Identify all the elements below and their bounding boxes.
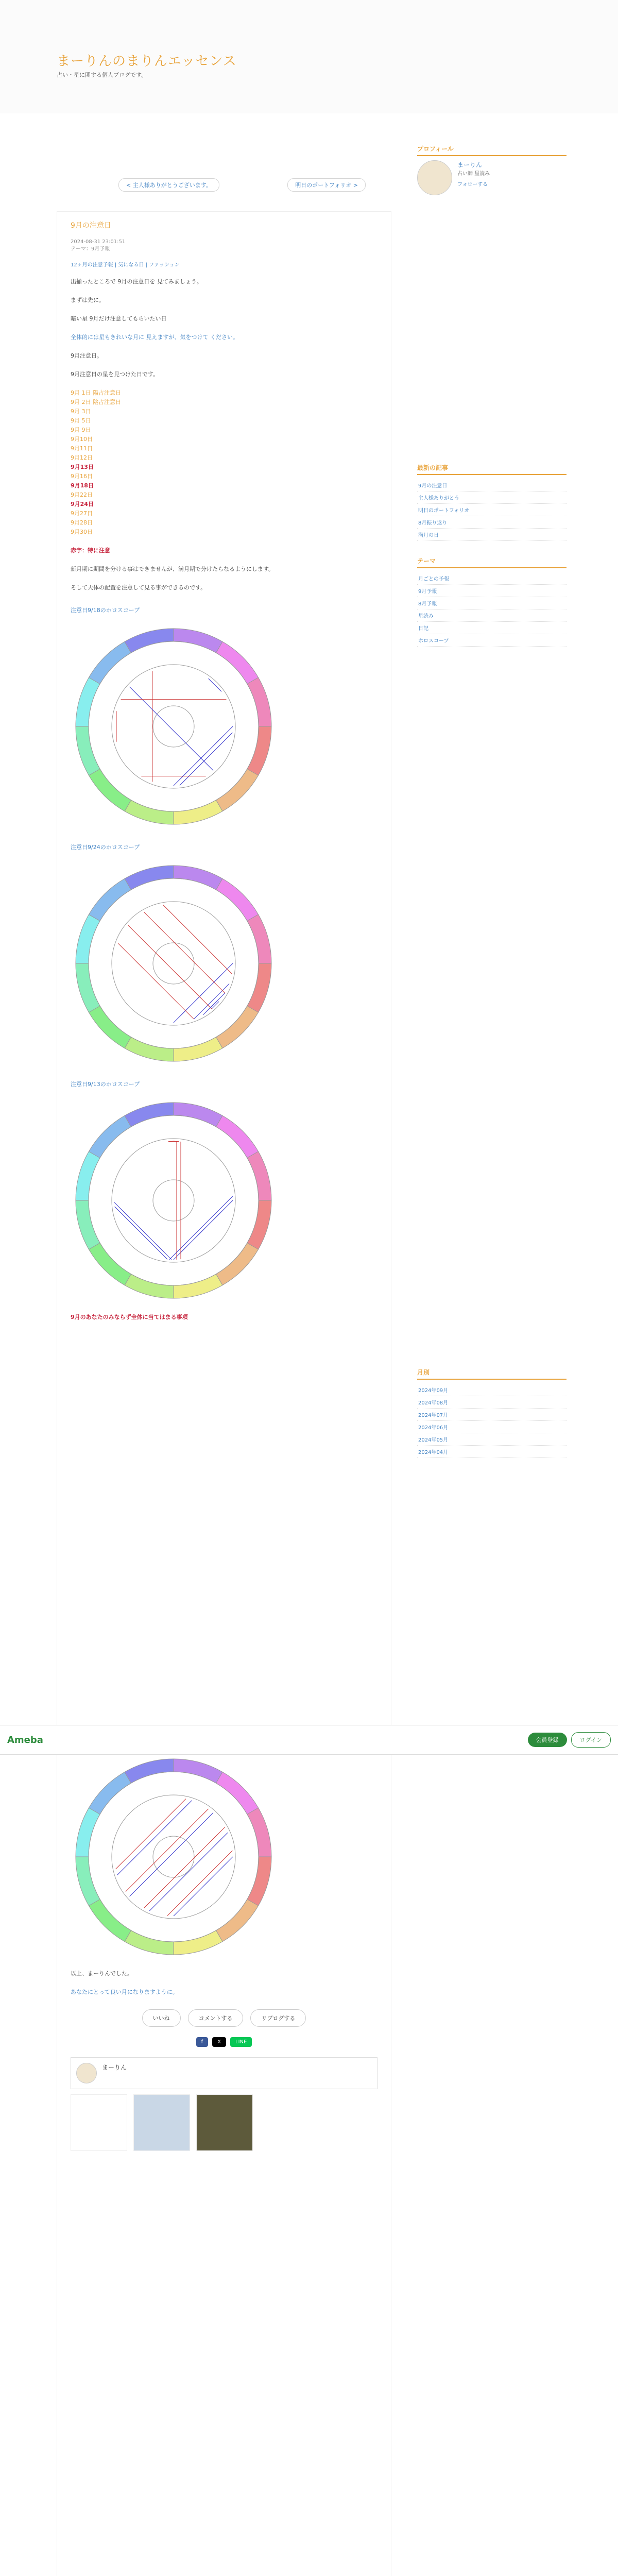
follow-avatar — [76, 2063, 97, 2083]
zodiac-segment — [247, 1151, 271, 1200]
aspect-line — [180, 733, 232, 785]
chart-ring — [89, 1772, 259, 1942]
day-item: 9月18日 — [71, 482, 94, 489]
zodiac-segment — [216, 1115, 259, 1158]
note: 赤字：特に注意 — [71, 547, 110, 554]
aspect-line — [169, 1196, 233, 1260]
related-thumb-3[interactable] — [196, 2094, 253, 2151]
horoscope-chart-2 — [71, 860, 277, 1066]
article-nav — [118, 178, 366, 192]
zodiac-segment — [174, 1930, 222, 1955]
related-thumb-1[interactable] — [71, 2094, 127, 2151]
profile-heading: プロフィール — [417, 144, 566, 156]
zodiac-segment — [89, 1900, 131, 1942]
chart-ring — [112, 902, 235, 1025]
zodiac-segment — [216, 641, 259, 684]
x-share-button[interactable]: X — [212, 2037, 226, 2047]
recent-item[interactable]: 9月の注意日 — [417, 479, 566, 492]
day-item: 9月27日 — [71, 510, 93, 517]
theme-item[interactable]: 日記 — [417, 622, 566, 634]
day-item: 9月13日 — [71, 464, 94, 470]
chart-ring — [153, 943, 194, 984]
archive-box — [417, 1368, 566, 1458]
blog-desc: 占い・星に関する個人ブログです。 — [57, 72, 147, 78]
article-theme[interactable]: テーマ：9月予報 — [71, 246, 110, 252]
chart-ring — [153, 706, 194, 747]
para-1: まずは先に。 — [71, 297, 105, 303]
chart-ring — [153, 1180, 194, 1221]
facebook-share-button[interactable]: f — [196, 2037, 209, 2047]
recent-item[interactable]: 主人様ありがとう — [417, 492, 566, 504]
day-item: 9月 5日 — [71, 417, 91, 424]
zodiac-segment — [247, 677, 271, 726]
zodiac-segment — [89, 878, 131, 921]
aspect-line — [126, 1809, 209, 1892]
zodiac-segment — [125, 866, 174, 890]
zodiac-segment — [76, 1200, 100, 1249]
zodiac-segment — [76, 1808, 100, 1857]
para-0: 出揃ったところで 9月の注意日を 見てみましょう。 — [71, 278, 202, 285]
aspect-line — [174, 726, 233, 786]
recent-item[interactable]: 満月の日 — [417, 529, 566, 541]
zodiac-segment — [76, 914, 100, 963]
aspect-line — [194, 984, 229, 1019]
archive-item[interactable]: 2024年09月 — [417, 1384, 566, 1396]
chart-ring — [89, 878, 259, 1048]
horoscope-chart-3 — [71, 1097, 277, 1303]
day-item: 9月22日 — [71, 492, 93, 498]
line-share-button[interactable]: LINE — [230, 2037, 252, 2047]
chart-ring — [89, 1115, 259, 1285]
horoscope-chart-1 — [71, 623, 277, 829]
profile — [417, 160, 566, 195]
aspect-line — [114, 1202, 171, 1260]
chart-ring — [153, 1836, 194, 1877]
related-thumb-2[interactable] — [133, 2094, 190, 2151]
zodiac-segment — [76, 677, 100, 726]
archive-item[interactable]: 2024年08月 — [417, 1396, 566, 1409]
zodiac-segment — [247, 1200, 271, 1249]
zodiac-segment — [89, 1243, 131, 1285]
aspect-line — [116, 1799, 186, 1869]
sidebar — [417, 113, 566, 1473]
register-button[interactable]: 会員登録 — [528, 1733, 567, 1747]
aspect-line — [149, 1833, 228, 1911]
zodiac-segment — [125, 1103, 174, 1127]
article-title[interactable]: 9月の注意日 — [71, 222, 111, 230]
para-2: 暗い星 9月だけ注意してもらいたい日 — [71, 315, 167, 322]
zodiac-segment — [76, 1151, 100, 1200]
day-item: 9月30日 — [71, 529, 93, 535]
day-item: 9月16日 — [71, 473, 93, 480]
closing-0: 以上、まーりんでした。 — [71, 1970, 133, 1977]
blog-header — [0, 0, 618, 113]
zodiac-segment — [174, 800, 222, 824]
zodiac-segment — [216, 1900, 259, 1942]
article-date: 2024-08-31 23:01:51 — [71, 239, 126, 245]
share-row — [71, 2037, 377, 2047]
ameba-bar — [0, 1725, 618, 1755]
para3: そして天体の配置を注意して見る事ができるのです。 — [71, 584, 207, 591]
ameba-logo[interactable]: Ameba — [7, 1734, 43, 1745]
day-item: 9月 1日 陽占注意日 — [71, 389, 121, 396]
horoscope-chart-4 — [71, 1754, 277, 1960]
zodiac-segment — [174, 629, 222, 653]
chart3-caption: 注意日9/13のホロスコープ — [71, 1081, 140, 1088]
theme-item[interactable]: 星読み — [417, 609, 566, 622]
aspect-line — [174, 963, 233, 1023]
zodiac-segment — [174, 866, 222, 890]
day-item: 9月24日 — [71, 501, 94, 507]
day-item: 9月11日 — [71, 445, 93, 452]
archive-list — [417, 1384, 566, 1458]
theme-item[interactable]: 8月予報 — [417, 597, 566, 609]
recent-list — [417, 479, 566, 541]
zodiac-segment — [216, 1006, 259, 1048]
day-item: 9月 2日 陰占注意日 — [71, 399, 121, 405]
zodiac-segment — [247, 726, 271, 775]
comment-button[interactable]: コメントする — [188, 2009, 244, 2027]
zodiac-segment — [216, 1772, 259, 1814]
day-item: 9月10日 — [71, 436, 93, 443]
archive-item[interactable]: 2024年05月 — [417, 1433, 566, 1446]
recent-item[interactable]: 8月振り返り — [417, 516, 566, 529]
zodiac-segment — [125, 1274, 174, 1298]
recent-item[interactable]: 明日のポートフォリオ — [417, 504, 566, 516]
article — [57, 211, 391, 2576]
chart-ring — [112, 1795, 235, 1919]
chart-ring — [89, 641, 259, 811]
action-buttons — [71, 2009, 377, 2027]
archive-item[interactable]: 2024年04月 — [417, 1446, 566, 1458]
prev-article-link[interactable]: < 主人様ありがとうございます。 — [118, 178, 219, 192]
chart-ring — [112, 1139, 235, 1262]
zodiac-segment — [125, 629, 174, 653]
follow-name: まーりん — [102, 2064, 127, 2071]
zodiac-segment — [76, 726, 100, 775]
aspect-line — [118, 943, 194, 1019]
section-end: 9月のあなたのみならず全体に当てはまる事項 — [71, 1314, 188, 1320]
zodiac-segment — [125, 1930, 174, 1955]
zodiac-segment — [125, 1037, 174, 1061]
day-item: 9月28日 — [71, 519, 93, 526]
zodiac-segment — [216, 878, 259, 921]
chart2-caption: 注意日9/24のホロスコープ — [71, 844, 140, 851]
next-article-link[interactable]: 明日のポートフォリオ > — [287, 178, 366, 192]
zodiac-segment — [247, 1857, 271, 1906]
zodiac-segment — [89, 641, 131, 684]
para2: 新月期に期間を分ける事はできませんが、満月期で分けたらなるようにします。 — [71, 566, 274, 572]
zodiac-segment — [216, 1243, 259, 1285]
day-item: 9月12日 — [71, 454, 93, 461]
login-button[interactable]: ログイン — [571, 1732, 611, 1748]
aspect-line — [130, 1813, 213, 1896]
archive-heading: 月別 — [417, 1368, 566, 1380]
day-item: 9月 9日 — [71, 427, 91, 433]
day-list — [71, 388, 377, 537]
article-themes[interactable]: 12ヶ月の注意予報 | 気になる日 | ファッション — [71, 262, 180, 268]
theme-item[interactable]: ホロスコープ — [417, 634, 566, 647]
zodiac-segment — [174, 1103, 222, 1127]
zodiac-segment — [247, 963, 271, 1012]
zodiac-segment — [247, 914, 271, 963]
zodiac-segment — [89, 1772, 131, 1814]
avatar[interactable] — [417, 160, 452, 195]
blog-title[interactable]: まーりんのまりんエッセンス — [57, 54, 237, 69]
recent-heading: 最新の記事 — [417, 463, 566, 475]
zodiac-segment — [76, 963, 100, 1012]
theme-heading: テーマ — [417, 556, 566, 568]
zodiac-segment — [174, 1274, 222, 1298]
zodiac-segment — [216, 769, 259, 811]
zodiac-segment — [76, 1857, 100, 1906]
para-5: 9月注意日の星を見つけた日です。 — [71, 371, 159, 378]
theme-item[interactable]: 月ごとの予報 — [417, 572, 566, 585]
closing-1: あなたにとって良い月になりますように。 — [71, 1989, 178, 1995]
aspect-line — [174, 1857, 233, 1916]
zodiac-segment — [89, 1006, 131, 1048]
chart-ring — [112, 665, 235, 788]
theme-item[interactable]: 9月予報 — [417, 585, 566, 597]
aspect-line — [163, 905, 232, 974]
zodiac-segment — [89, 769, 131, 811]
day-item: 9月 3日 — [71, 408, 91, 415]
aspect-line — [115, 1207, 167, 1259]
reblog-button[interactable]: リブログする — [250, 2009, 306, 2027]
archive-item[interactable]: 2024年07月 — [417, 1409, 566, 1421]
follow-box — [71, 2057, 377, 2089]
like-button[interactable]: いいね — [142, 2009, 181, 2027]
zodiac-segment — [247, 1808, 271, 1857]
recent-box — [417, 463, 566, 541]
aspect-line — [117, 1801, 192, 1875]
zodiac-segment — [125, 800, 174, 824]
related-thumbs — [71, 2094, 377, 2151]
profile-box — [417, 144, 566, 195]
zodiac-segment — [174, 1759, 222, 1783]
chart1-caption: 注意日9/18のホロスコープ — [71, 607, 140, 614]
zodiac-segment — [125, 1759, 174, 1783]
aspect-line — [174, 1200, 233, 1260]
zodiac-segment — [89, 1115, 131, 1158]
para-3: 全体的には星もきれいな月に 見えますが、気をつけて ください。 — [71, 334, 238, 341]
theme-list — [417, 572, 566, 647]
zodiac-segment — [174, 1037, 222, 1061]
profile-desc: 占い師 星読み — [457, 171, 490, 177]
archive-item[interactable]: 2024年06月 — [417, 1421, 566, 1433]
para-4: 9月注意日。 — [71, 352, 102, 359]
theme-box — [417, 556, 566, 647]
profile-name[interactable]: まーりん — [457, 161, 483, 168]
follow-link[interactable]: フォローする — [457, 182, 488, 188]
